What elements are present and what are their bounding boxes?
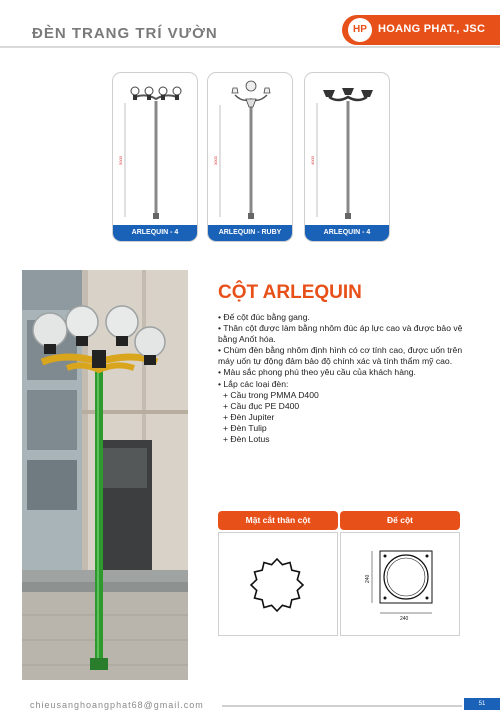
footer-divider	[222, 705, 462, 707]
description-subitem: + Đèn Jupiter	[223, 411, 275, 422]
description-subitem: + Cầu đục PE D400	[223, 400, 300, 411]
pole-card-arlequin-ruby	[207, 72, 293, 242]
header-divider	[0, 46, 500, 48]
pole-label: ARLEQUIN - 4	[305, 225, 389, 241]
description-bullet: • Màu sắc phong phú theo yêu cầu của khách hàng.	[218, 367, 416, 378]
page-title: ĐÈN TRANG TRÍ VƯỜN	[32, 25, 218, 42]
brand-logo: HP	[348, 18, 372, 42]
page-number: 51	[464, 698, 500, 710]
footer-email[interactable]: chieusanghoangphat68@gmail.com	[30, 700, 204, 710]
pole-height-label: 4000	[310, 156, 315, 165]
description-subitem: + Cầu trong PMMA D400	[223, 389, 319, 400]
product-description	[218, 312, 480, 445]
base-width-label: 240	[400, 616, 409, 622]
pole-card-arlequin-4-globe	[112, 72, 198, 242]
description-subitem: + Đèn Lotus	[223, 434, 270, 445]
pole-label: ARLEQUIN - 4	[113, 225, 197, 241]
product-photo	[22, 270, 188, 680]
base-plate-drawing	[341, 533, 459, 635]
pole-drawing	[113, 73, 198, 242]
product-photo-image	[22, 270, 188, 680]
pole-height-label: 3000	[213, 156, 218, 165]
description-bullet: • Thân cột được làm bằng nhôm đúc áp lực cao và được bảo vệ bằng Anốt hóa.	[218, 323, 463, 345]
pole-height-label: 5000	[118, 156, 123, 165]
description-bullet: • Lắp các loại đèn:	[218, 378, 289, 389]
base-height-label: 240	[365, 574, 371, 583]
description-bullet: • Đế cột đúc bằng gang.	[218, 312, 310, 322]
section-diagram-header: Mặt cắt thân cột	[218, 511, 338, 530]
brand-name: HOANG PHAT., JSC	[378, 23, 486, 35]
pole-drawing	[305, 73, 390, 242]
product-title: CỘT ARLEQUIN	[218, 282, 362, 303]
description-subitem: + Đèn Tulip	[223, 422, 267, 433]
base-diagram	[340, 532, 460, 636]
section-diagram	[218, 532, 338, 636]
pole-label: ARLEQUIN - RUBY	[208, 225, 292, 241]
pole-card-arlequin-4-lotus	[304, 72, 390, 242]
pole-drawing	[208, 73, 293, 242]
brand-banner	[342, 15, 500, 45]
pole-cross-section	[219, 533, 337, 635]
base-diagram-header: Đế cột	[340, 511, 460, 530]
description-bullet: • Chùm đèn bằng nhôm định hình có cơ tính cao, được uốn trên máy uốn tự động đảm bảo độ chính xác và tính thẩm mỹ cao.	[218, 345, 463, 367]
